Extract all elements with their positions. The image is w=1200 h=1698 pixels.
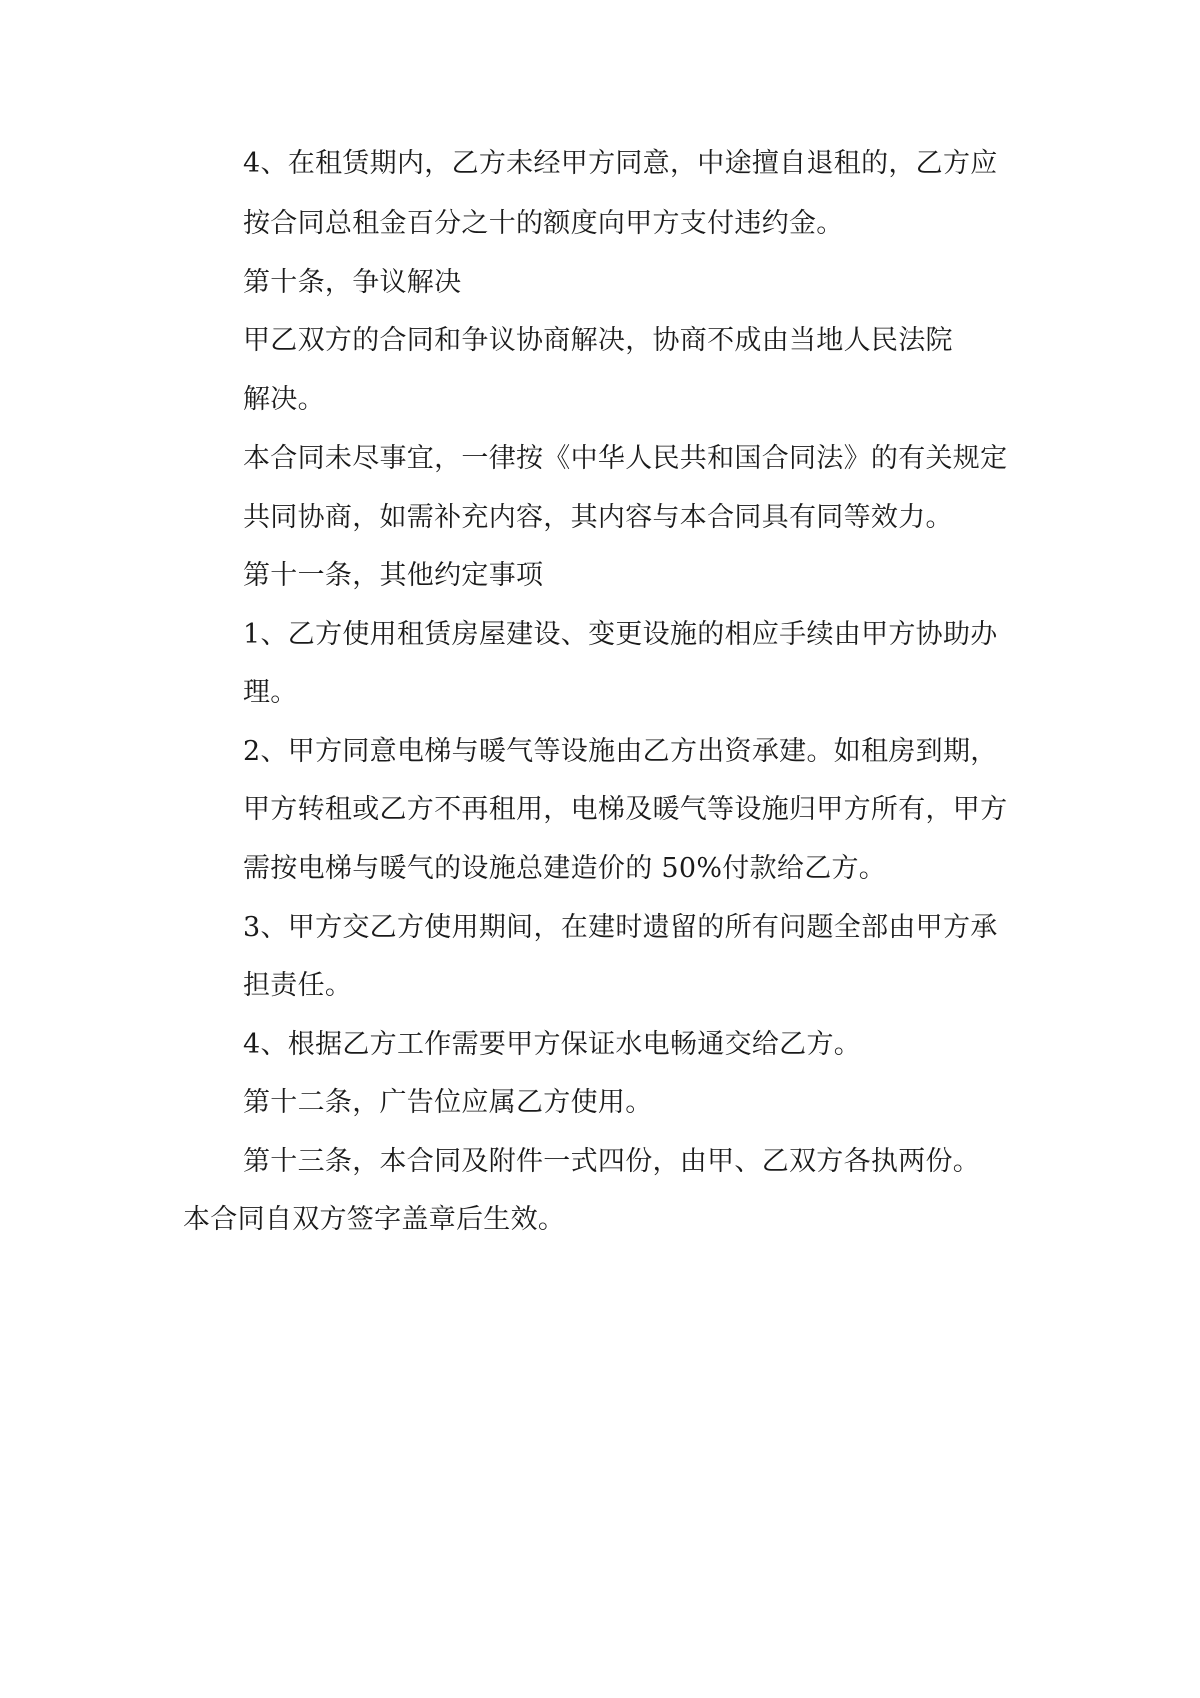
- clause-11-item-1-line-1: 1、乙方使用租赁房屋建设、变更设施的相应手续由甲方协助办: [243, 619, 998, 650]
- clause-11-item-3-line-2: 担责任。: [243, 970, 353, 1001]
- clause-11-item-3-line-1: 3、甲方交乙方使用期间，在建时遗留的所有问题全部由甲方承: [243, 912, 998, 943]
- clause-10-text-line-1: 甲乙双方的合同和争议协商解决，协商不成由当地人民法院: [243, 325, 953, 356]
- clause-12: 第十二条，广告位应属乙方使用。: [243, 1087, 653, 1118]
- clause-13-line-2: 本合同自双方签字盖章后生效。: [183, 1204, 566, 1235]
- clause-9-item-4-line-1: 4、在租赁期内，乙方未经甲方同意，中途擅自退租的，乙方应: [243, 148, 998, 179]
- clause-11-item-2-line-1: 2、甲方同意电梯与暖气等设施由乙方出资承建。如租房到期，: [243, 736, 998, 767]
- clause-11-heading: 第十一条，其他约定事项: [243, 560, 544, 591]
- clause-13-line-1: 第十三条，本合同及附件一式四份，由甲、乙双方各执两份。: [243, 1146, 981, 1177]
- clause-11-item-2-line-3: 需按电梯与暖气的设施总建造价的 50%付款给乙方。: [243, 853, 887, 884]
- clause-10-heading: 第十条，争议解决: [243, 267, 462, 298]
- clause-11-item-2-line-2: 甲方转租或乙方不再租用，电梯及暖气等设施归甲方所有，甲方: [243, 794, 1008, 825]
- clause-10-text-line-2: 解决。: [243, 384, 325, 415]
- supplement-text-line-1: 本合同未尽事宜，一律按《中华人民共和国合同法》的有关规定: [243, 443, 1008, 474]
- clause-11-item-1-line-2: 理。: [243, 677, 298, 708]
- clause-9-item-4-line-2: 按合同总租金百分之十的额度向甲方支付违约金。: [243, 208, 844, 239]
- supplement-text-line-2: 共同协商，如需补充内容，其内容与本合同具有同等效力。: [243, 502, 953, 533]
- clause-11-item-4: 4、根据乙方工作需要甲方保证水电畅通交给乙方。: [243, 1029, 862, 1060]
